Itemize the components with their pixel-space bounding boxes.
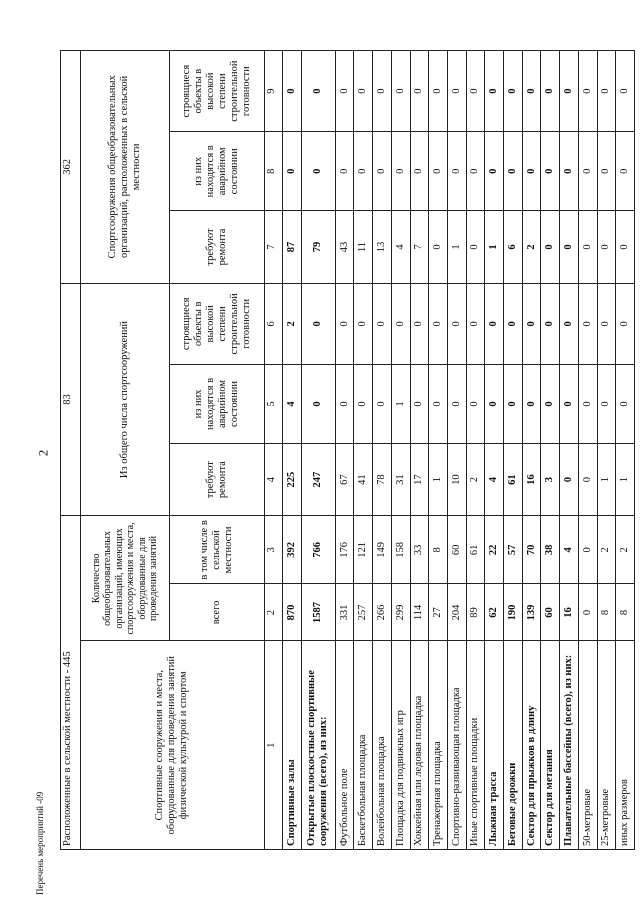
cell-value: 8 xyxy=(429,516,448,584)
cell-value: 0 xyxy=(373,51,392,132)
col-num: 1 xyxy=(264,641,283,850)
col-num: 9 xyxy=(264,51,283,132)
rural-count-cell: Расположенные в сельской местности - 445 xyxy=(61,516,81,850)
cell-value: 0 xyxy=(504,364,523,443)
cell-value: 0 xyxy=(354,364,373,443)
header-total: всего xyxy=(170,584,264,641)
col-num: 6 xyxy=(264,283,283,364)
cell-value: 0 xyxy=(616,283,635,364)
cell-value: 0 xyxy=(541,211,560,283)
cell-value: 0 xyxy=(504,283,523,364)
cell-value: 1 xyxy=(485,211,504,283)
cell-value: 0 xyxy=(522,132,541,211)
row-label: 50-метровые xyxy=(578,641,597,850)
cell-value: 0 xyxy=(354,51,373,132)
cell-value: 1 xyxy=(616,443,635,515)
cell-value: 0 xyxy=(541,283,560,364)
cell-value: 61 xyxy=(466,516,485,584)
cell-value: 0 xyxy=(391,283,410,364)
cell-value: 0 xyxy=(616,364,635,443)
cell-value: 79 xyxy=(302,211,336,283)
table-row xyxy=(504,51,523,850)
cell-value: 0 xyxy=(283,132,302,211)
cell-value: 0 xyxy=(578,516,597,584)
row-label: Лыжная трасса xyxy=(485,641,504,850)
cell-value: 2 xyxy=(466,443,485,515)
cell-value: 0 xyxy=(283,51,302,132)
row-label: Спортивно-развивающая площадка xyxy=(447,641,466,850)
table-row xyxy=(541,51,560,850)
header-need-repair: требуют ремонта xyxy=(170,443,264,515)
cell-value: 0 xyxy=(429,364,448,443)
cell-value: 0 xyxy=(302,132,336,211)
cell-value: 60 xyxy=(541,584,560,641)
cell-value: 0 xyxy=(560,364,579,443)
cell-value: 60 xyxy=(447,516,466,584)
cell-value: 0 xyxy=(466,283,485,364)
cell-value: 62 xyxy=(485,584,504,641)
cell-value: 266 xyxy=(373,584,392,641)
cell-value: 0 xyxy=(616,51,635,132)
row-label: 25-метровые xyxy=(597,641,616,850)
cell-value: 0 xyxy=(354,283,373,364)
cell-value: 0 xyxy=(410,51,429,132)
table-row xyxy=(391,51,410,850)
cell-value: 0 xyxy=(485,283,504,364)
cell-value: 0 xyxy=(504,132,523,211)
col-num: 4 xyxy=(264,443,283,515)
row-label: Сектор для метания xyxy=(541,641,560,850)
cell-value: 70 xyxy=(522,516,541,584)
cell-value: 0 xyxy=(485,51,504,132)
cell-value: 1 xyxy=(391,364,410,443)
cell-value: 0 xyxy=(302,283,336,364)
cell-value: 43 xyxy=(335,211,354,283)
cell-value: 247 xyxy=(302,443,336,515)
cell-value: 0 xyxy=(597,211,616,283)
table-body xyxy=(283,51,635,850)
cell-value: 8 xyxy=(616,584,635,641)
cell-value: 0 xyxy=(466,132,485,211)
table-row xyxy=(373,51,392,850)
header-quantity: Количество общеобразовательных организаций, имеющих спортсооружения и места, оборудованные для проведения занятий xyxy=(80,516,169,641)
cell-value: 67 xyxy=(335,443,354,515)
cell-value: 0 xyxy=(373,364,392,443)
cell-value: 139 xyxy=(522,584,541,641)
cell-value: 2 xyxy=(522,211,541,283)
cell-value: 0 xyxy=(410,132,429,211)
table-row xyxy=(302,51,336,850)
count-83-cell: 83 xyxy=(61,283,81,516)
cell-value: 0 xyxy=(597,283,616,364)
col-num: 2 xyxy=(264,584,283,641)
cell-value: 0 xyxy=(335,132,354,211)
page-number: 2 xyxy=(35,449,51,457)
header-group-rural: Спортсооружения общеобразовательных организаций, расположенных в сельской местности xyxy=(80,51,169,284)
cell-value: 149 xyxy=(373,516,392,584)
cell-value: 0 xyxy=(578,364,597,443)
cell-value: 0 xyxy=(429,283,448,364)
cell-value: 0 xyxy=(391,51,410,132)
cell-value: 16 xyxy=(560,584,579,641)
header-emergency-rural: из них находятся в аварийном состоянии xyxy=(170,132,264,211)
cell-value: 11 xyxy=(354,211,373,283)
cell-value: 0 xyxy=(616,211,635,283)
row-label: иных размеров xyxy=(616,641,635,850)
cell-value: 766 xyxy=(302,516,336,584)
cell-value: 0 xyxy=(522,51,541,132)
cell-value: 41 xyxy=(354,443,373,515)
cell-value: 0 xyxy=(335,283,354,364)
row-label: Футбольное поле xyxy=(335,641,354,850)
table-row xyxy=(597,51,616,850)
table-row xyxy=(485,51,504,850)
cell-value: 0 xyxy=(410,364,429,443)
cell-value: 6 xyxy=(504,211,523,283)
column-number-row xyxy=(264,51,283,850)
cell-value: 3 xyxy=(541,443,560,515)
table-row xyxy=(466,51,485,850)
row-label: Спортивные залы xyxy=(283,641,302,850)
cell-value: 0 xyxy=(597,51,616,132)
table-row xyxy=(410,51,429,850)
cell-value: 0 xyxy=(541,132,560,211)
cell-value: 0 xyxy=(578,211,597,283)
table-row xyxy=(354,51,373,850)
cell-value: 0 xyxy=(391,132,410,211)
table-row xyxy=(283,51,302,850)
row-label: Иные спортивные площадки xyxy=(466,641,485,850)
col-num: 5 xyxy=(264,364,283,443)
cell-value: 38 xyxy=(541,516,560,584)
cell-value: 27 xyxy=(429,584,448,641)
col-num: 3 xyxy=(264,516,283,584)
sports-facilities-table xyxy=(60,50,635,850)
cell-value: 1 xyxy=(447,211,466,283)
header-group-all: Из общего числа спортсооружений xyxy=(80,283,169,516)
cell-value: 13 xyxy=(373,211,392,283)
cell-value: 33 xyxy=(410,516,429,584)
cell-value: 0 xyxy=(560,211,579,283)
rotated-table-wrapper xyxy=(60,50,635,850)
cell-value: 0 xyxy=(429,51,448,132)
cell-value: 0 xyxy=(429,211,448,283)
row-label: Хоккейная или ледовая площадка xyxy=(410,641,429,850)
table-row xyxy=(560,51,579,850)
cell-value: 0 xyxy=(560,443,579,515)
cell-value: 4 xyxy=(485,443,504,515)
cell-value: 2 xyxy=(283,283,302,364)
cell-value: 0 xyxy=(578,132,597,211)
row-label: Открытые плоскостные спортивные сооружения (всего), из них: xyxy=(302,641,336,850)
table-row xyxy=(522,51,541,850)
header-emergency: из них находятся в аварийном состоянии xyxy=(170,364,264,443)
cell-value: 2 xyxy=(616,516,635,584)
cell-value: 4 xyxy=(560,516,579,584)
cell-value: 190 xyxy=(504,584,523,641)
cell-value: 0 xyxy=(560,283,579,364)
cell-value: 0 xyxy=(578,283,597,364)
cell-value: 0 xyxy=(373,132,392,211)
header-construction: строящиеся объекты в высокой степени строительной готовности xyxy=(170,283,264,364)
cell-value: 0 xyxy=(578,443,597,515)
table-row xyxy=(447,51,466,850)
cell-value: 7 xyxy=(410,211,429,283)
table-row xyxy=(335,51,354,850)
cell-value: 4 xyxy=(391,211,410,283)
cell-value: 0 xyxy=(373,283,392,364)
cell-value: 57 xyxy=(504,516,523,584)
cell-value: 1 xyxy=(597,443,616,515)
count-362-cell: 362 xyxy=(61,51,81,284)
cell-value: 870 xyxy=(283,584,302,641)
cell-value: 0 xyxy=(485,132,504,211)
cell-value: 114 xyxy=(410,584,429,641)
cell-value: 89 xyxy=(466,584,485,641)
cell-value: 0 xyxy=(354,132,373,211)
col-num: 8 xyxy=(264,132,283,211)
cell-value: 1 xyxy=(429,443,448,515)
cell-value: 16 xyxy=(522,443,541,515)
cell-value: 0 xyxy=(485,364,504,443)
cell-value: 0 xyxy=(335,364,354,443)
row-label: Тренажерная площадка xyxy=(429,641,448,850)
cell-value: 0 xyxy=(302,364,336,443)
cell-value: 0 xyxy=(504,51,523,132)
cell-value: 0 xyxy=(335,51,354,132)
header-construction-rural: строящиеся объекты в высокой степени строительной готовности xyxy=(170,51,264,132)
row-label: Баскетбольная площадка xyxy=(354,641,373,850)
cell-value: 0 xyxy=(597,132,616,211)
cell-value: 176 xyxy=(335,516,354,584)
cell-value: 4 xyxy=(283,364,302,443)
cell-value: 8 xyxy=(597,584,616,641)
cell-value: 0 xyxy=(560,51,579,132)
cell-value: 78 xyxy=(373,443,392,515)
cell-value: 257 xyxy=(354,584,373,641)
header-rural: в том числе в сельской местности xyxy=(170,516,264,584)
cell-value: 121 xyxy=(354,516,373,584)
cell-value: 31 xyxy=(391,443,410,515)
cell-value: 0 xyxy=(429,132,448,211)
row-label: Беговые дорожки xyxy=(504,641,523,850)
cell-value: 17 xyxy=(410,443,429,515)
cell-value: 0 xyxy=(447,51,466,132)
footer-note: Перечень мероприятий -09 xyxy=(35,791,45,895)
cell-value: 0 xyxy=(560,132,579,211)
cell-value: 0 xyxy=(447,283,466,364)
row-label: Плавательные бассейны (всего), из них: xyxy=(560,641,579,850)
cell-value: 0 xyxy=(466,51,485,132)
cell-value: 0 xyxy=(522,364,541,443)
cell-value: 0 xyxy=(302,51,336,132)
row-label: Площадка для подвижных игр xyxy=(391,641,410,850)
cell-value: 0 xyxy=(410,283,429,364)
cell-value: 10 xyxy=(447,443,466,515)
cell-value: 392 xyxy=(283,516,302,584)
cell-value: 225 xyxy=(283,443,302,515)
cell-value: 0 xyxy=(522,283,541,364)
cell-value: 299 xyxy=(391,584,410,641)
cell-value: 0 xyxy=(616,132,635,211)
col-num: 7 xyxy=(264,211,283,283)
cell-value: 87 xyxy=(283,211,302,283)
table-row xyxy=(578,51,597,850)
cell-value: 0 xyxy=(578,51,597,132)
header-need-repair-rural: требуют ремонта xyxy=(170,211,264,283)
cell-value: 0 xyxy=(447,132,466,211)
cell-value: 0 xyxy=(541,364,560,443)
cell-value: 0 xyxy=(541,51,560,132)
row-label: Сектор для прыжков в длину xyxy=(522,641,541,850)
cell-value: 331 xyxy=(335,584,354,641)
table-row xyxy=(429,51,448,850)
cell-value: 0 xyxy=(447,364,466,443)
cell-value: 158 xyxy=(391,516,410,584)
cell-value: 2 xyxy=(597,516,616,584)
cell-value: 0 xyxy=(466,211,485,283)
table-row xyxy=(616,51,635,850)
cell-value: 0 xyxy=(597,364,616,443)
cell-value: 0 xyxy=(466,364,485,443)
cell-value: 22 xyxy=(485,516,504,584)
header-facility: Спортивные сооружения и места, оборудованные для проведения занятий физической культурой и спортом xyxy=(80,641,264,850)
cell-value: 204 xyxy=(447,584,466,641)
cell-value: 1587 xyxy=(302,584,336,641)
row-label: Волейбольная площадка xyxy=(373,641,392,850)
cell-value: 61 xyxy=(504,443,523,515)
cell-value: 0 xyxy=(578,584,597,641)
